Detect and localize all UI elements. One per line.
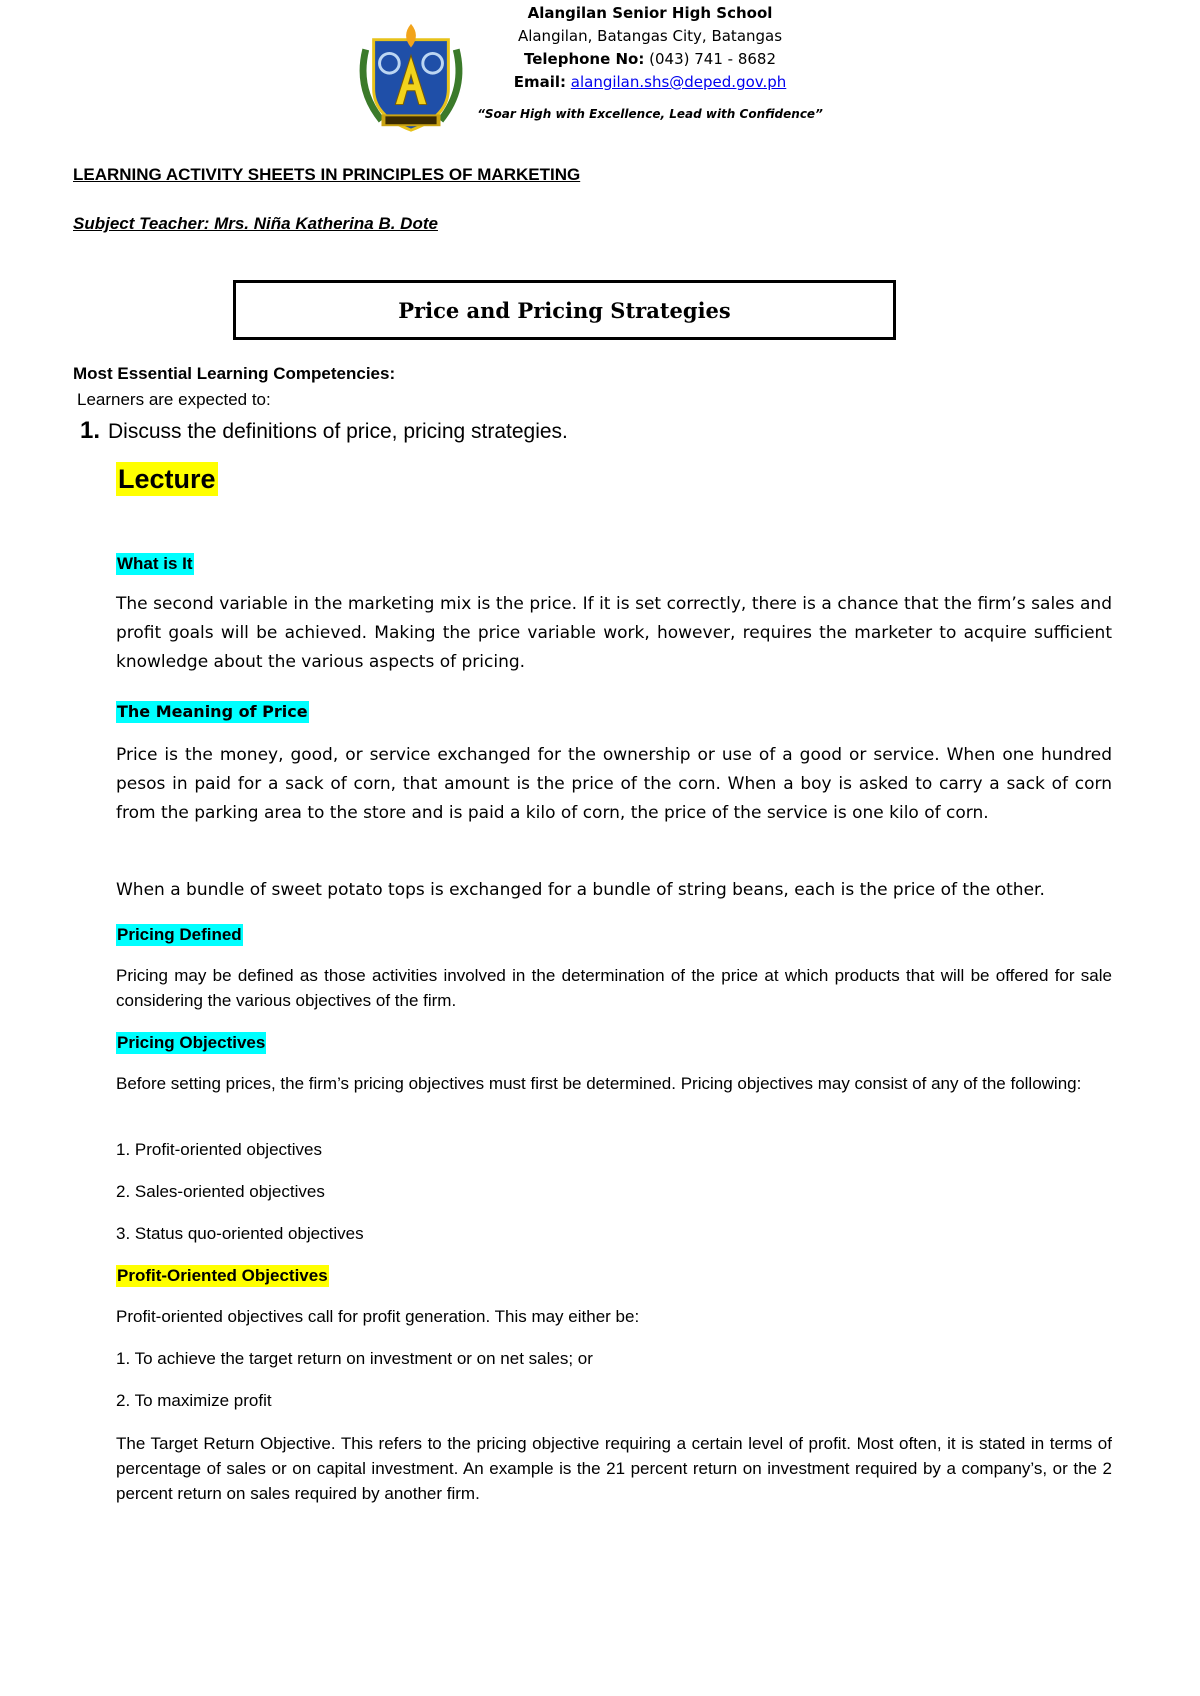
heading-pricing-defined: Pricing Defined [117,925,242,944]
telephone-label: Telephone No: [523,50,645,68]
subject-teacher: Subject Teacher: Mrs. Niña Katherina B. Dote [73,214,438,233]
school-address: Alangilan, Batangas City, Batangas [517,27,783,45]
email-link[interactable]: alangilan.shs@deped.gov.ph [570,73,787,91]
school-email [440,71,860,94]
paragraph-pricing-defined: Pricing may be defined as those activities involved in the determination of the price at which products that will be offered for sale considering the various objectives of the firm. [116,966,1112,1010]
lecture-label: Lecture [118,464,216,494]
school-telephone [440,48,860,71]
paragraph-profit-oriented: Profit-oriented objectives call for profit generation. This may either be: [116,1307,640,1326]
paragraph-meaning-of-price: Price is the money, good, or service exchanged for the ownership or use of a good or service. When one hundred pesos in paid for a sack of corn, that amount is the price of the corn. When a boy is asked to carry a sack of corn from the parking area to the store and is paid a kilo of corn, the price of the service is one kilo of corn. [116,745,1112,823]
school-name: Alangilan Senior High School [527,4,773,22]
heading-meaning-of-price: The Meaning of Price [117,702,308,721]
list-item: 2. To maximize profit [116,1391,272,1410]
sheet-title: LEARNING ACTIVITY SHEETS IN PRINCIPLES OF MARKETING [73,165,581,184]
email-label: Email: [513,73,566,91]
heading-profit-oriented: Profit-Oriented Objectives [117,1266,328,1285]
competency-text: Discuss the definitions of price, pricing strategies. [108,420,568,443]
paragraph-meaning-of-price-2: When a bundle of sweet potato tops is exchanged for a bundle of string beans, each is the price of the other. [116,880,1045,900]
competency-number: 1. [80,417,101,444]
paragraph-target-return: The Target Return Objective. This refers to the pricing objective requiring a certain level of profit. Most often, it is stated in terms of percentage of sales or on capital investment. An example is the 21 percent return on investment required by a company’s, or the 2 percent return on sales required by another firm. [116,1434,1112,1503]
competencies-intro: Learners are expected to: [77,390,271,409]
school-motto: “Soar High with Excellence, Lead with Confidence” [477,107,823,121]
topic-box [233,280,896,340]
list-item: 1. To achieve the target return on investment or on net sales; or [116,1349,593,1368]
telephone-value: (043) 741 - 8682 [644,50,776,68]
competencies-heading: Most Essential Learning Competencies: [73,364,396,383]
topic-title: Price and Pricing Strategies [398,297,731,323]
paragraph-what-is-it: The second variable in the marketing mix is the price. If it is set correctly, there is a chance that the firm’s sales and profit goals will be achieved. Making the price variable work, however, requires the marketer to acquire sufficient knowledge about the various aspects of pricing. [116,594,1112,672]
competency-item [80,417,568,445]
heading-what-is-it: What is It [117,554,193,573]
list-item: 2. Sales-oriented objectives [116,1182,325,1201]
heading-pricing-objectives: Pricing Objectives [117,1033,266,1052]
list-item: 3. Status quo-oriented objectives [116,1224,364,1243]
list-item: 1. Profit-oriented objectives [116,1140,322,1159]
paragraph-pricing-objectives: Before setting prices, the firm’s pricing objectives must first be determined. Pricing objectives may consist of any of the following: [116,1074,1082,1093]
school-header [440,2,860,122]
